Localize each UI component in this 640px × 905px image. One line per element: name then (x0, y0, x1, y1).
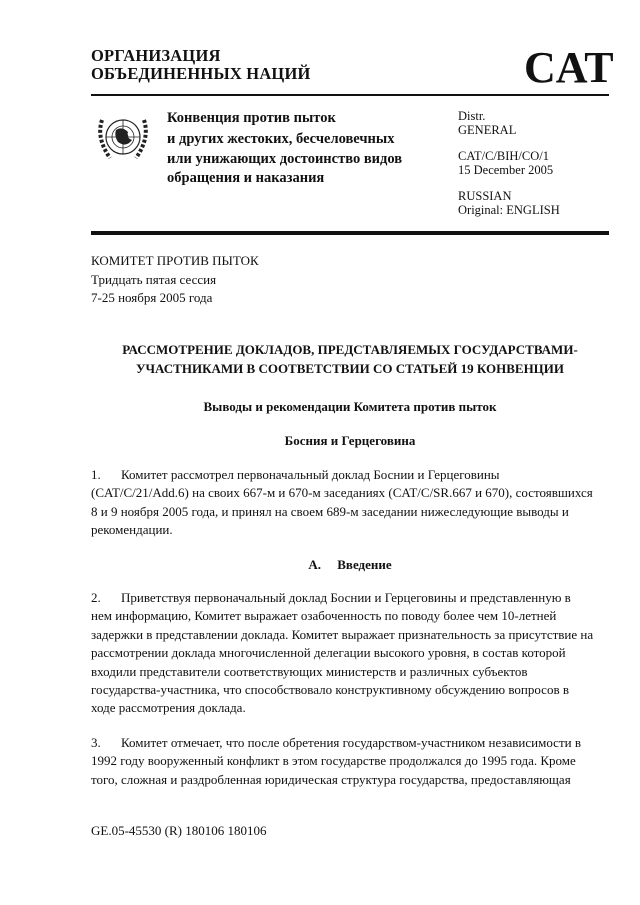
un-emblem-icon (94, 108, 152, 166)
subtitle: Выводы и рекомендации Комитета против пыток (203, 399, 497, 414)
doc-series-symbol: CAT (524, 43, 614, 92)
main-title-line: РАССМОТРЕНИЕ ДОКЛАДОВ, ПРЕДСТАВЛЯЕМЫХ ГОСУДАРСТВАМИ- (122, 342, 578, 357)
paragraph-line: государства-участника, что способствовало конструктивному обсуждению вопросов в (91, 682, 569, 697)
org-name-line2: ОБЪЕДИНЕННЫХ НАЦИЙ (91, 64, 311, 83)
paragraph-line: Приветствуя первоначальный доклад Боснии и Герцеговины и представленную в (121, 590, 571, 605)
original-language: Original: ENGLISH (458, 203, 560, 217)
paragraph-line: Комитет рассмотрел первоначальный доклад Боснии и Герцеговины (121, 467, 500, 482)
convention-title-line: и других жестоких, бесчеловечных (167, 131, 395, 147)
paragraph-number: 3. (91, 735, 101, 750)
paragraph-line: рекомендации. (91, 522, 173, 538)
paragraph-line: 1992 году вооруженный конфликт в этом государстве продолжался до 1995 года. Кроме (91, 753, 576, 769)
committee-name: КОМИТЕТ ПРОТИВ ПЫТОК (91, 253, 259, 268)
paragraph-line: нем информацию, Комитет выражает озабоченность по поводу более чем 10-летней (91, 608, 557, 624)
document-symbol: CAT/C/BIH/CO/1 (458, 149, 549, 163)
section-heading (91, 557, 609, 573)
convention-title-line: или унижающих достоинство видов (167, 151, 403, 167)
paragraph-number: 1. (91, 467, 101, 482)
convention-title-line: Конвенция против пыток (167, 110, 336, 126)
footer-job-number: GE.05-45530 (R) 180106 180106 (91, 823, 267, 838)
org-name-line1: ОРГАНИЗАЦИЯ (91, 46, 221, 65)
section-title: Введение (337, 557, 392, 572)
distribution-label: Distr. (458, 109, 486, 123)
document-language: RUSSIAN (458, 189, 512, 203)
paragraph-line: того, сложная и раздробленная юридическая структура государства, предоставляющая (91, 771, 571, 787)
header-rule (91, 94, 609, 96)
paragraph-line: ходе рассмотрения доклада. (91, 700, 246, 716)
main-title-line: УЧАСТНИКАМИ В СООТВЕТСТВИИ СО СТАТЬЕЙ 19 КОНВЕНЦИИ (135, 361, 565, 376)
paragraph-line: задержки в представлении доклада. Комитет выражает признательность за присутствие на (91, 626, 594, 642)
section-letter: A. (308, 557, 321, 572)
paragraph-number: 2. (91, 590, 101, 605)
paragraph-line: Комитет отмечает, что после обретения государством-участником независимости в (121, 735, 581, 750)
session-name: Тридцать пятая сессия (91, 272, 217, 287)
distribution-value: GENERAL (458, 123, 517, 137)
paragraph-line: рассмотрении доклада многочисленной делегации высокого уровня, в состав которой (91, 645, 566, 661)
paragraph-line: (CAT/C/21/Add.6) на своих 667-м и 670-м заседаниях (CAT/C/SR.667 и 670), состоявшихся (91, 485, 593, 501)
paragraph-line: 8 и 9 ноября 2005 года, и принял на своем 689-м заседании нижеследующие выводы и (91, 503, 569, 519)
paragraph-line: входили представители соответствующих министерств и различных субъектов (91, 663, 528, 679)
convention-title-line: обращения и наказания (167, 170, 325, 186)
session-dates: 7-25 ноября 2005 года (91, 290, 213, 305)
header-thick-rule (91, 231, 609, 235)
document-date: 15 December 2005 (458, 163, 554, 177)
country-heading: Босния и Герцеговина (284, 433, 416, 448)
